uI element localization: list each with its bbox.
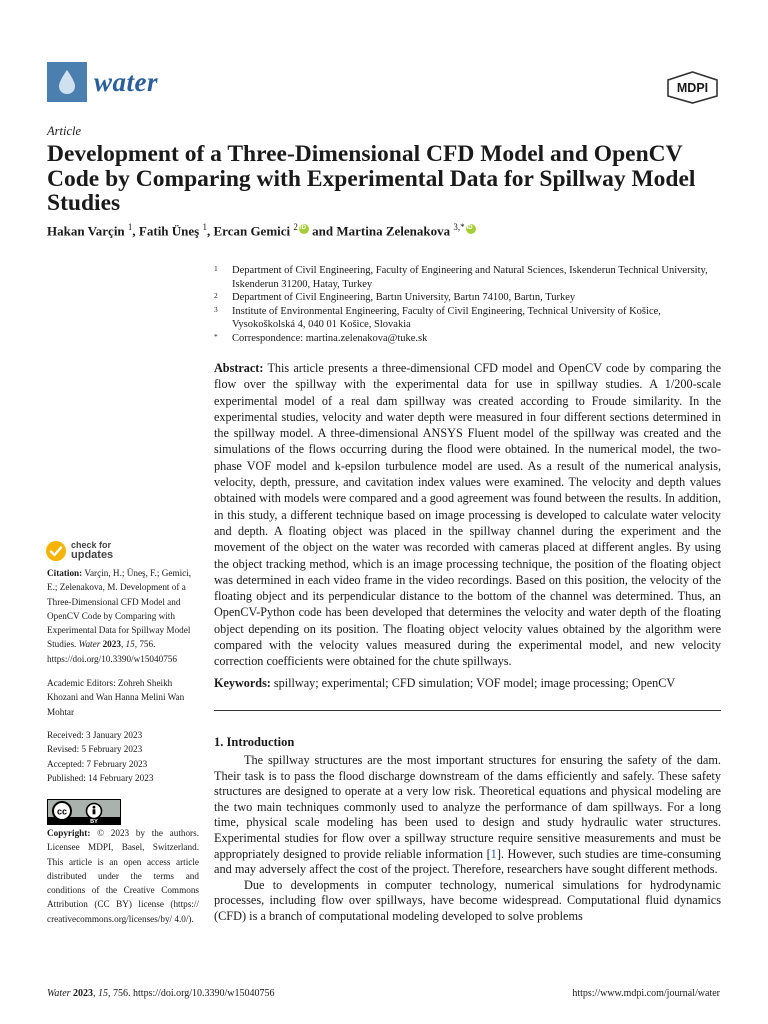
author-affiliation-marker: 1 bbox=[202, 222, 207, 232]
author-affiliation-marker: 2 bbox=[293, 222, 298, 232]
abstract-label: Abstract: bbox=[214, 361, 264, 375]
author-name: Hakan Varçin bbox=[47, 223, 125, 239]
cc-by-license-badge[interactable] bbox=[47, 799, 121, 825]
author-name: Fatih Üneş bbox=[138, 223, 200, 239]
journal-url-link[interactable]: https://www.mdpi.com/journal/water bbox=[572, 988, 720, 999]
affiliation-number: 1 bbox=[214, 264, 218, 273]
revised-date: Revised: 5 February 2023 bbox=[47, 744, 143, 755]
orcid-icon[interactable] bbox=[299, 224, 309, 234]
affiliations bbox=[214, 264, 724, 346]
introduction-body bbox=[214, 753, 721, 925]
journal-logo[interactable] bbox=[47, 62, 158, 102]
affiliation-item bbox=[214, 332, 724, 346]
keywords-text: spillway; experimental; CFD simulation; VOF model; image processing; OpenCV bbox=[273, 676, 676, 690]
affiliation-number: * bbox=[214, 331, 218, 341]
reference-link[interactable]: 1 bbox=[490, 846, 497, 861]
affiliation-number: 3 bbox=[214, 304, 218, 314]
citation-doi-link[interactable]: https://doi.org/10.3390/w15040756 bbox=[47, 653, 177, 664]
affiliation-text: Institute of Environmental Engineering, Faculty of Civil Engineering, Technical University of Košice, Vysokoškolská 4, 040 01 Košice, Slovakia bbox=[232, 305, 661, 331]
affiliation-number: 2 bbox=[214, 291, 218, 301]
footer-citation: Water 2023, 15, 756. https://doi.org/10.3390/w15040756 bbox=[47, 988, 275, 999]
water-drop-icon bbox=[47, 62, 87, 102]
author-name: Ercan Gemici bbox=[213, 223, 291, 239]
author-affiliation-marker: 3,* bbox=[453, 222, 465, 232]
copyright-notice: Copyright: © 2023 by the authors. Licensee MDPI, Basel, Switzerland. This article is an open access article distributed under the terms and conditions of the Creative Commons Attribution (CC BY) license (https:// creativecommons.org/licenses/by/ 4.0/). bbox=[47, 828, 199, 924]
svg-text:cc: cc bbox=[56, 806, 68, 817]
affiliation-item bbox=[214, 264, 724, 291]
abstract bbox=[214, 360, 721, 670]
author-affiliation-marker: 1 bbox=[127, 222, 133, 232]
affiliation-text: Correspondence: martina.zelenakova@tuke.sk bbox=[232, 332, 428, 344]
paragraph: The spillway structures are the most important structures for ensuring the safety of the dam. Their task is to pass the flood discharge downstream of the dams efficiently and safely. These safety structures are designed to operate at a very low risk. Theoretical equations and physical modeling are the two main techniques commonly used to analyze the performance of dam spillways. For a long time, physical scale modeling has been used to design and study hydraulic water structures. Experimental studies for flow over a spillway structure require sensitive measurements and must be appropriately designed to provide reliable information [1]. However, such studies are time-consuming and may adversely affect the cost of the project. Therefore, researchers have sought different methods. bbox=[214, 753, 721, 877]
publication-dates bbox=[47, 728, 199, 785]
check-updates-icon bbox=[45, 540, 67, 562]
keywords bbox=[214, 675, 721, 691]
published-date: Published: 14 February 2023 bbox=[47, 772, 154, 783]
affiliation-text: Department of Civil Engineering, Bartın University, Bartın 74100, Bartın, Turkey bbox=[232, 292, 576, 304]
keywords-label: Keywords: bbox=[214, 676, 271, 690]
citation: Citation: Varçin, H.; Üneş, F.; Gemici, E.; Zelenakova, M. Development of a Three-Dimensional CFD Model and OpenCV Code by Comparing with Experimental Data for Spillway Model Studies. Water 2023, 15, 756. https://doi.org/10.3390/w15040756 bbox=[47, 568, 192, 664]
mdpi-logo[interactable] bbox=[665, 70, 720, 104]
author-list: Hakan Varçin $^1$, Fatih Üneş $^1$, Ercan Gemici $^2$iD and Martina Zelenakova $^{3,*}$iD bbox=[47, 222, 476, 239]
affiliation-item bbox=[214, 291, 724, 305]
journal-name: water bbox=[94, 66, 159, 97]
abstract-text: This article presents a three-dimensional CFD model and OpenCV code by comparing the flow over the spillway with the experimental data for use in spillway studies. A 1/200-scale experimental model of a real dam spillway was created according to Froude similarity. In the experimental studies, velocity and water depth were measured in four different sections determined in the spillway model. A three-dimensional ANSYS Fluent model of the spillway was created and the simulations of the flows occurring during the flood were obtained. In the numerical model, the two-phase VOF model and k-epsilon turbulence model are used. As a result of the numerical analysis, velocity, depth, pressure, and cavitation index values were examined. The velocity and depth values obtained with models were compared and a good agreement was found between the results. In addition, in this study, a different technique based on image processing is developed to calculate water velocity and depth. A floating object was placed in the spillway channel during the experiment and the movement of the object on the water was recorded with cameras placed at different angles. By using the object tracking method, which is an image processing technique, the position of the floating object was determined in each video frame in the video recordings. Based on this position, the velocity of the floating object and its perpendicular distance to the bottom of the channel was determined. Thus, an OpenCV-Python code has been developed that determines the velocity and water depth of the floating object depending on its position. The floating object velocity values obtained by the algorithm were compared with the velocity values measured during the experimental model, and new velocity correction coefficients were obtained for the chute spillways. bbox=[214, 361, 721, 669]
affiliation-text: Department of Civil Engineering, Faculty of Engineering and Natural Sciences, Iskenderun Technical University, Iskenderun 31200, Hatay, Turkey bbox=[232, 265, 708, 290]
cc-by-label: BY bbox=[90, 819, 98, 824]
received-date: Received: 3 January 2023 bbox=[47, 730, 143, 740]
accepted-date: Accepted: 7 February 2023 bbox=[47, 758, 148, 769]
section-heading: 1. Introduction bbox=[214, 735, 295, 749]
academic-editors: Academic Editors: Zohreh Sheikh Khozani and Wan Hanna Melini Wan Mohtar bbox=[47, 678, 185, 717]
check-for-updates-button[interactable]: check for updates bbox=[45, 540, 113, 562]
author-name: Martina Zelenakova bbox=[336, 223, 451, 239]
article-type: Article bbox=[47, 124, 82, 138]
affiliation-item bbox=[214, 305, 724, 332]
orcid-icon[interactable] bbox=[466, 224, 476, 234]
paragraph: Due to developments in computer technology, numerical simulations for hydrodynamic processes, including flow over spillways, have become widespread. Computational fluid dynamics (CFD) is a branch of computational modeling developed to solve problems bbox=[214, 877, 721, 923]
article-title: Development of a Three-Dimensional CFD Model and OpenCV Code by Comparing with Experimental Data for Spillway Model Studies bbox=[47, 141, 696, 216]
publisher-name: MDPI bbox=[676, 81, 709, 95]
section-divider bbox=[214, 710, 721, 711]
